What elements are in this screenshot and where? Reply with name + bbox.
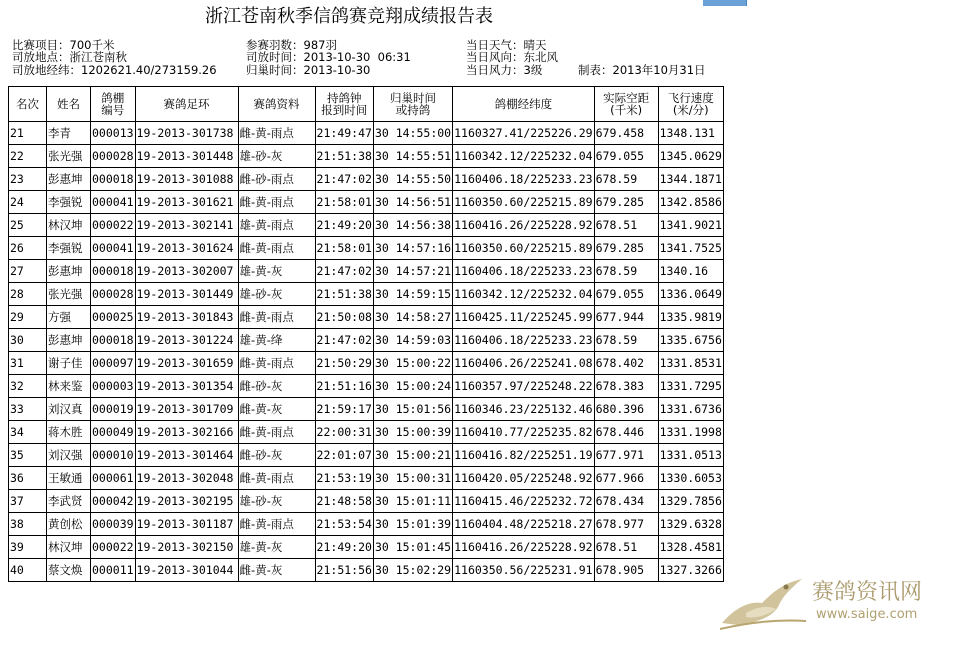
cell-clock: 21:47:02 [315, 260, 373, 283]
cell-distance: 678.383 [594, 375, 658, 398]
made-date-label: 制表： [578, 63, 613, 77]
cell-distance: 678.905 [594, 559, 658, 582]
table-row [9, 513, 724, 536]
cell-rank: 30 [9, 329, 47, 352]
header-back [373, 87, 452, 122]
cell-coord: 1160342.12/225232.04 [453, 283, 594, 306]
cell-resource: 雌-黄-雨点 [238, 237, 315, 260]
cell-clock: 21:47:02 [315, 168, 373, 191]
cell-rank: 27 [9, 260, 47, 283]
cell-speed: 1335.6756 [658, 329, 723, 352]
cell-rank: 35 [9, 444, 47, 467]
cell-ring: 19-2013-301354 [135, 375, 238, 398]
cell-resource: 雄-黄-雨点 [238, 214, 315, 237]
cell-clock: 21:53:54 [315, 513, 373, 536]
cell-speed: 1330.6053 [658, 467, 723, 490]
table-row [9, 168, 724, 191]
cell-distance: 678.51 [594, 536, 658, 559]
cell-ring: 19-2013-302141 [135, 214, 238, 237]
cell-loft: 000041 [91, 237, 136, 260]
cell-resource: 雌-黄-灰 [238, 398, 315, 421]
cell-rank: 32 [9, 375, 47, 398]
cell-loft: 000022 [91, 536, 136, 559]
cell-distance: 678.446 [594, 421, 658, 444]
cell-coord: 1160406.18/225233.23 [453, 329, 594, 352]
results-body [9, 122, 724, 582]
cell-resource: 雌-黄-雨点 [238, 352, 315, 375]
wind-force-value: 3级 [523, 63, 543, 77]
cell-distance: 680.396 [594, 398, 658, 421]
header-back-line1: 归巢时间 [390, 91, 437, 105]
cell-resource: 雌-砂-灰 [238, 375, 315, 398]
cell-speed: 1331.7295 [658, 375, 723, 398]
cell-clock: 21:59:17 [315, 398, 373, 421]
cell-coord: 1160416.26/225228.92 [453, 214, 594, 237]
cell-distance: 678.59 [594, 168, 658, 191]
cell-clock: 21:49:47 [315, 122, 373, 145]
cell-rank: 40 [9, 559, 47, 582]
cell-back: 30 14:56:38 [373, 214, 452, 237]
cell-clock: 21:48:58 [315, 490, 373, 513]
cell-clock: 21:50:29 [315, 352, 373, 375]
cell-distance: 678.59 [594, 260, 658, 283]
cell-name: 谢子佳 [47, 352, 91, 375]
table-row [9, 122, 724, 145]
cell-coord: 1160410.77/225235.82 [453, 421, 594, 444]
cell-distance: 677.971 [594, 444, 658, 467]
cell-name: 王敏通 [47, 467, 91, 490]
results-table [8, 86, 724, 582]
table-row [9, 329, 724, 352]
header-rank: 名次 [9, 87, 47, 122]
wind-direction-label: 当日风向： [466, 50, 524, 64]
cell-back: 30 15:01:56 [373, 398, 452, 421]
cell-speed: 1341.7525 [658, 237, 723, 260]
weather-label: 当日天气： [466, 38, 524, 52]
cell-speed: 1331.6736 [658, 398, 723, 421]
race-item-value: 700千米 [69, 38, 115, 52]
cell-back: 30 14:55:51 [373, 145, 452, 168]
cell-rank: 38 [9, 513, 47, 536]
cell-coord: 1160404.48/225218.27 [453, 513, 594, 536]
header-distance [594, 87, 658, 122]
cell-ring: 19-2013-301709 [135, 398, 238, 421]
wind-force-line [466, 64, 542, 76]
cell-resource: 雌-黄-灰 [238, 559, 315, 582]
cell-name: 彭惠坤 [47, 260, 91, 283]
cell-loft: 000061 [91, 467, 136, 490]
cell-rank: 28 [9, 283, 47, 306]
cell-ring: 19-2013-301187 [135, 513, 238, 536]
header-distance-line2: (千米) [610, 103, 643, 117]
cell-ring: 19-2013-301843 [135, 306, 238, 329]
cell-loft: 000028 [91, 283, 136, 306]
weather-value: 晴天 [523, 38, 547, 52]
cell-name: 林来鉴 [47, 375, 91, 398]
cell-name: 林汉坤 [47, 536, 91, 559]
cell-coord: 1160416.82/225251.19 [453, 444, 594, 467]
cell-name: 李青 [47, 122, 91, 145]
table-row [9, 421, 724, 444]
cell-loft: 000041 [91, 191, 136, 214]
cell-rank: 37 [9, 490, 47, 513]
cell-loft: 000049 [91, 421, 136, 444]
cell-back: 30 14:57:16 [373, 237, 452, 260]
cell-resource: 雄-黄-灰 [238, 536, 315, 559]
table-row [9, 490, 724, 513]
cell-back: 30 15:01:45 [373, 536, 452, 559]
cell-rank: 21 [9, 122, 47, 145]
cell-resource: 雌-黄-雨点 [238, 122, 315, 145]
header-clock-line2: 报到时间 [321, 103, 368, 117]
wind-direction-value: 东北风 [523, 50, 558, 64]
table-row [9, 283, 724, 306]
cell-loft: 000022 [91, 214, 136, 237]
cell-rank: 33 [9, 398, 47, 421]
cell-clock: 21:58:01 [315, 237, 373, 260]
cell-coord: 1160350.60/225215.89 [453, 191, 594, 214]
return-time-value: 2013-10-30 [303, 63, 371, 77]
wind-direction-line [466, 51, 558, 63]
cell-name: 刘汉强 [47, 444, 91, 467]
cell-loft: 000011 [91, 559, 136, 582]
cell-clock: 21:49:20 [315, 214, 373, 237]
made-date-line [578, 64, 706, 76]
table-row [9, 237, 724, 260]
cell-clock: 21:51:38 [315, 283, 373, 306]
table-row [9, 306, 724, 329]
cell-back: 30 15:00:39 [373, 421, 452, 444]
header-loft-line2: 编号 [101, 103, 125, 117]
cell-name: 李强锐 [47, 191, 91, 214]
cell-back: 30 15:00:31 [373, 467, 452, 490]
cell-coord: 1160425.11/225245.99 [453, 306, 594, 329]
table-row [9, 559, 724, 582]
cell-distance: 678.59 [594, 329, 658, 352]
release-place-value: 浙江苍南秋 [69, 50, 127, 64]
cell-back: 30 15:01:39 [373, 513, 452, 536]
header-speed [658, 87, 723, 122]
release-time-label: 司放时间： [246, 50, 304, 64]
cell-rank: 39 [9, 536, 47, 559]
cell-loft: 000018 [91, 260, 136, 283]
cell-back: 30 15:01:11 [373, 490, 452, 513]
table-row [9, 260, 724, 283]
cell-name: 蒋木胜 [47, 421, 91, 444]
cell-ring: 19-2013-302048 [135, 467, 238, 490]
cell-loft: 000025 [91, 306, 136, 329]
cell-ring: 19-2013-301624 [135, 237, 238, 260]
cell-ring: 19-2013-301738 [135, 122, 238, 145]
cell-ring: 19-2013-302007 [135, 260, 238, 283]
release-place-label: 司放地点： [12, 50, 70, 64]
cell-speed: 1345.0629 [658, 145, 723, 168]
cell-ring: 19-2013-301621 [135, 191, 238, 214]
cell-loft: 000019 [91, 398, 136, 421]
cell-resource: 雌-黄-雨点 [238, 421, 315, 444]
table-row [9, 145, 724, 168]
cell-coord: 1160350.56/225231.91 [453, 559, 594, 582]
header-speed-line2: (米/分) [672, 103, 709, 117]
cell-clock: 21:50:08 [315, 306, 373, 329]
cell-rank: 26 [9, 237, 47, 260]
header-loft [91, 87, 136, 122]
cell-ring: 19-2013-302166 [135, 421, 238, 444]
release-coord-line [12, 64, 217, 76]
cell-ring: 19-2013-302150 [135, 536, 238, 559]
cell-clock: 21:47:02 [315, 329, 373, 352]
cell-loft: 000097 [91, 352, 136, 375]
table-row [9, 444, 724, 467]
return-time-label: 归巢时间： [246, 63, 304, 77]
cell-resource: 雌-黄-雨点 [238, 513, 315, 536]
cell-ring: 19-2013-301659 [135, 352, 238, 375]
cell-loft: 000018 [91, 329, 136, 352]
header-clock [315, 87, 373, 122]
header-name: 姓名 [47, 87, 91, 122]
cell-speed: 1331.0513 [658, 444, 723, 467]
entries-label: 参赛羽数： [246, 38, 304, 52]
cell-name: 刘汉真 [47, 398, 91, 421]
cell-back: 30 14:55:50 [373, 168, 452, 191]
table-row [9, 375, 724, 398]
cell-loft: 000003 [91, 375, 136, 398]
cell-name: 李武贤 [47, 490, 91, 513]
cell-speed: 1340.16 [658, 260, 723, 283]
cell-distance: 678.402 [594, 352, 658, 375]
cell-back: 30 14:59:03 [373, 329, 452, 352]
header-ring: 赛鸽足环 [135, 87, 238, 122]
cell-rank: 22 [9, 145, 47, 168]
table-row [9, 191, 724, 214]
cell-coord: 1160350.60/225215.89 [453, 237, 594, 260]
cell-coord: 1160406.18/225233.23 [453, 168, 594, 191]
cell-name: 黄创松 [47, 513, 91, 536]
window-tab-edge [703, 0, 747, 6]
cell-ring: 19-2013-301224 [135, 329, 238, 352]
table-row [9, 536, 724, 559]
cell-speed: 1335.9819 [658, 306, 723, 329]
cell-resource: 雄-黄-灰 [238, 260, 315, 283]
cell-speed: 1331.1998 [658, 421, 723, 444]
cell-ring: 19-2013-301464 [135, 444, 238, 467]
cell-back: 30 14:55:00 [373, 122, 452, 145]
cell-name: 方强 [47, 306, 91, 329]
cell-resource: 雄-黄-绛 [238, 329, 315, 352]
entries-value: 987羽 [303, 38, 337, 52]
cell-back: 30 14:56:51 [373, 191, 452, 214]
cell-speed: 1336.0649 [658, 283, 723, 306]
cell-resource: 雌-黄-雨点 [238, 467, 315, 490]
cell-coord: 1160406.18/225233.23 [453, 260, 594, 283]
header-back-line2: 或持鸽 [395, 103, 431, 117]
cell-rank: 23 [9, 168, 47, 191]
cell-distance: 678.51 [594, 214, 658, 237]
cell-loft: 000042 [91, 490, 136, 513]
cell-resource: 雄-砂-灰 [238, 145, 315, 168]
report-title: 浙江苍南秋季信鸽赛竞翔成绩报告表 [205, 6, 493, 27]
watermark-text: 赛鸽资讯网 [812, 580, 923, 605]
header-distance-line1: 实际空距 [603, 91, 650, 105]
cell-resource: 雌-黄-雨点 [238, 191, 315, 214]
cell-speed: 1341.9021 [658, 214, 723, 237]
cell-loft: 000039 [91, 513, 136, 536]
cell-clock: 22:01:07 [315, 444, 373, 467]
cell-clock: 21:51:38 [315, 145, 373, 168]
cell-speed: 1331.8531 [658, 352, 723, 375]
header-speed-line1: 飞行速度 [667, 91, 714, 105]
cell-distance: 679.285 [594, 191, 658, 214]
cell-resource: 雌-砂-雨点 [238, 168, 315, 191]
header-loft-line1: 鸽棚 [101, 91, 125, 105]
cell-coord: 1160342.12/225232.04 [453, 145, 594, 168]
cell-speed: 1342.8586 [658, 191, 723, 214]
cell-resource: 雄-砂-灰 [238, 283, 315, 306]
cell-clock: 21:51:56 [315, 559, 373, 582]
cell-speed: 1329.7856 [658, 490, 723, 513]
cell-back: 30 15:00:21 [373, 444, 452, 467]
cell-clock: 21:49:20 [315, 536, 373, 559]
return-time-line [246, 64, 370, 76]
table-row [9, 398, 724, 421]
cell-distance: 679.055 [594, 283, 658, 306]
cell-coord: 1160327.41/225226.29 [453, 122, 594, 145]
cell-speed: 1348.131 [658, 122, 723, 145]
cell-coord: 1160357.97/225248.22 [453, 375, 594, 398]
race-item-label: 比赛项目： [12, 38, 70, 52]
header-clock-line1: 持鸽钟 [326, 91, 362, 105]
cell-speed: 1327.3266 [658, 559, 723, 582]
cell-clock: 22:00:31 [315, 421, 373, 444]
cell-name: 林汉坤 [47, 214, 91, 237]
table-row [9, 352, 724, 375]
cell-distance: 679.055 [594, 145, 658, 168]
cell-speed: 1328.4581 [658, 536, 723, 559]
cell-loft: 000010 [91, 444, 136, 467]
cell-ring: 19-2013-301448 [135, 145, 238, 168]
release-time-value: 2013-10-30 06:31 [303, 50, 411, 64]
cell-distance: 677.966 [594, 467, 658, 490]
site-watermark [716, 573, 926, 633]
cell-speed: 1329.6328 [658, 513, 723, 536]
cell-rank: 29 [9, 306, 47, 329]
cell-back: 30 15:00:22 [373, 352, 452, 375]
cell-coord: 1160406.26/225241.08 [453, 352, 594, 375]
table-header-row [9, 87, 724, 122]
release-coord-label: 司放地经纬： [12, 63, 81, 77]
cell-back: 30 14:58:27 [373, 306, 452, 329]
cell-name: 彭惠坤 [47, 329, 91, 352]
header-resource: 赛鸽资料 [238, 87, 315, 122]
cell-loft: 000018 [91, 168, 136, 191]
cell-name: 蔡文焕 [47, 559, 91, 582]
cell-ring: 19-2013-301449 [135, 283, 238, 306]
cell-clock: 21:51:16 [315, 375, 373, 398]
cell-loft: 000028 [91, 145, 136, 168]
wind-force-label: 当日风力： [466, 63, 524, 77]
header-coord: 鸽棚经纬度 [453, 87, 594, 122]
cell-distance: 679.285 [594, 237, 658, 260]
cell-loft: 000013 [91, 122, 136, 145]
cell-back: 30 15:00:24 [373, 375, 452, 398]
cell-rank: 24 [9, 191, 47, 214]
cell-distance: 678.434 [594, 490, 658, 513]
cell-back: 30 14:59:15 [373, 283, 452, 306]
cell-distance: 677.944 [594, 306, 658, 329]
cell-coord: 1160346.23/225132.46 [453, 398, 594, 421]
cell-back: 30 14:57:21 [373, 260, 452, 283]
cell-name: 张光强 [47, 283, 91, 306]
cell-clock: 21:53:19 [315, 467, 373, 490]
cell-ring: 19-2013-301044 [135, 559, 238, 582]
pigeon-logo-icon [716, 573, 812, 633]
cell-coord: 1160416.26/225228.92 [453, 536, 594, 559]
cell-back: 30 15:02:29 [373, 559, 452, 582]
made-date-value: 2013年10月31日 [612, 63, 706, 77]
cell-rank: 31 [9, 352, 47, 375]
release-coord-value: 1202621.40/273159.26 [81, 63, 217, 77]
table-row [9, 214, 724, 237]
release-place-line [12, 51, 127, 63]
cell-speed: 1344.1871 [658, 168, 723, 191]
cell-ring: 19-2013-301088 [135, 168, 238, 191]
cell-resource: 雄-砂-灰 [238, 490, 315, 513]
cell-rank: 36 [9, 467, 47, 490]
cell-distance: 678.977 [594, 513, 658, 536]
watermark-url: www.saige.com [816, 607, 918, 622]
cell-coord: 1160420.05/225248.92 [453, 467, 594, 490]
cell-resource: 雌-黄-雨点 [238, 306, 315, 329]
cell-rank: 34 [9, 421, 47, 444]
cell-distance: 679.458 [594, 122, 658, 145]
cell-name: 张光强 [47, 145, 91, 168]
cell-name: 彭惠坤 [47, 168, 91, 191]
table-row [9, 467, 724, 490]
cell-ring: 19-2013-302195 [135, 490, 238, 513]
cell-coord: 1160415.46/225232.72 [453, 490, 594, 513]
cell-resource: 雌-砂-灰 [238, 444, 315, 467]
release-time-line [246, 51, 411, 63]
cell-rank: 25 [9, 214, 47, 237]
cell-name: 李强锐 [47, 237, 91, 260]
cell-clock: 21:58:01 [315, 191, 373, 214]
